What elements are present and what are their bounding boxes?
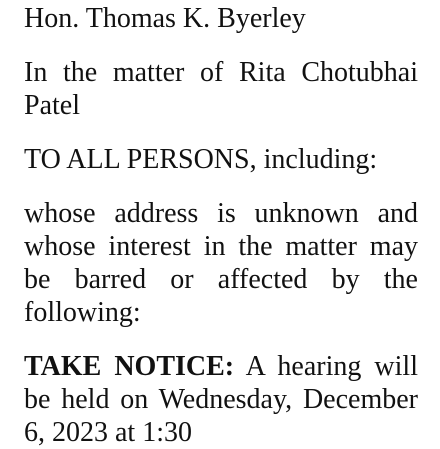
judge-name: Hon. Thomas K. Byerley xyxy=(24,3,306,34)
to-all-persons-line xyxy=(24,143,418,176)
including-text: , including: xyxy=(249,144,378,175)
legal-notice xyxy=(24,0,418,449)
address-paragraph: whose address is unknown and whose interest in the matter may be barred or affected by the following: xyxy=(24,198,418,328)
to-all-persons-heading: TO ALL PERSONS xyxy=(24,144,250,175)
matter-title: In the matter of Rita Chotubhai Patel xyxy=(24,57,418,121)
hearing-paragraph xyxy=(24,350,418,449)
hearing-text: A hearing will be held on Wednesday, December 6, 2023 at 1:30 xyxy=(24,351,418,448)
take-notice-heading: TAKE NOTICE: xyxy=(24,351,235,382)
